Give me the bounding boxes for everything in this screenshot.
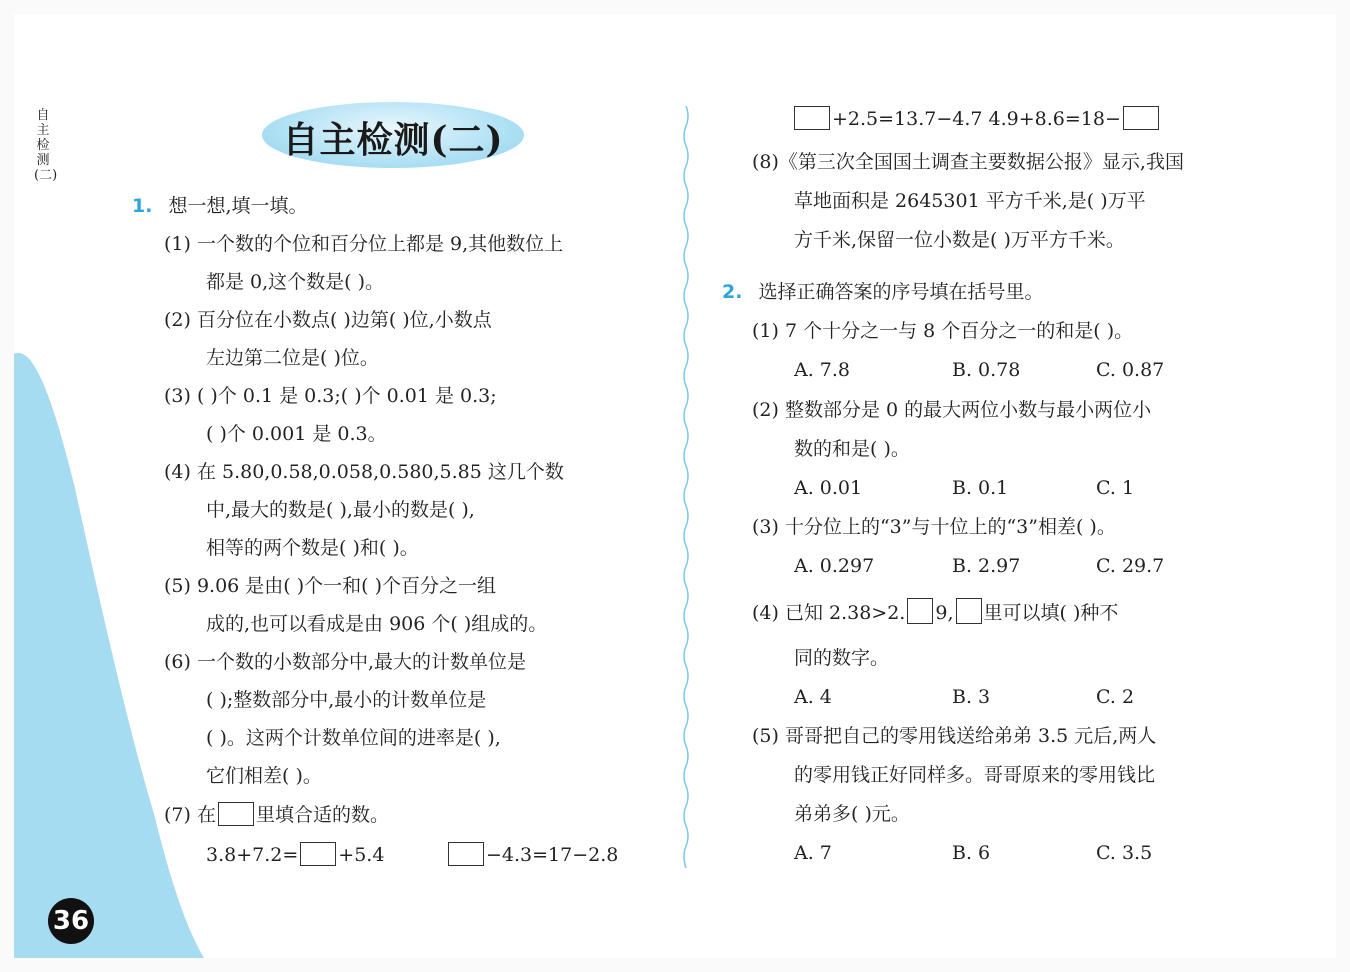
q2-4-option-b: B. 3 [952,686,991,708]
q2-2-option-a: A. 0.01 [794,477,863,499]
q2-1-option-c: C. 0.87 [1096,359,1165,381]
q2-4-line2: 同的数字。 [794,647,890,669]
q1-6-line1: (6) 一个数的小数部分中,最大的计数单位是 [164,651,526,673]
section1-heading [132,194,308,218]
q1-3-line2: ( )个 0.001 是 0.3。 [206,423,387,445]
q1-6-line4: 它们相差( )。 [206,765,322,787]
section2-heading [722,280,1044,304]
answer-box[interactable] [956,598,982,624]
q2-3-option-b: B. 2.97 [952,555,1021,577]
q2-4-option-a: A. 4 [794,686,832,708]
column-divider [682,106,690,868]
q1-8-line2: 草地面积是 2645301 平方千米,是( )万平 [794,190,1146,212]
section2-number: 2. [722,281,743,303]
eq3-text: +2.5=13.7−4.7 4.9+8.6=18− [832,108,1121,130]
q2-5-option-c: C. 3.5 [1096,842,1153,864]
q1-7-suffix: 里填合适的数。 [255,804,389,826]
q1-1-line1: (1) 一个数的个位和百分位上都是 9,其他数位上 [164,233,564,255]
q2-2-line1: (2) 整数部分是 0 的最大两位小数与最小两位小 [752,399,1152,421]
q1-7-equation2 [446,842,618,867]
q1-7-prefix: (7) 在 [164,804,216,826]
q1-5-line2: 成的,也可以看成是由 906 个( )组成的。 [206,613,548,635]
section1-number: 1. [132,195,153,217]
q1-7-equation3 [792,106,1161,131]
q1-6-line2: ( );整数部分中,最小的计数单位是 [206,689,487,711]
q2-2-line2: 数的和是( )。 [794,438,910,460]
q2-4-option-c: C. 2 [1096,686,1135,708]
q1-4-line3: 相等的两个数是( )和( )。 [206,537,419,559]
section1-title: 想一想,填一填。 [168,195,308,217]
q2-5-line1: (5) 哥哥把自己的零用钱送给弟弟 3.5 元后,两人 [752,725,1157,747]
q1-6-line3: ( )。这两个计数单位间的进率是( ), [206,727,501,749]
q1-4-line2: 中,最大的数是( ),最小的数是( ), [206,499,475,521]
answer-box[interactable] [300,842,336,866]
textbook-page [14,14,1336,958]
q2-1: (1) 7 个十分之一与 8 个百分之一的和是( )。 [752,320,1134,342]
answer-box[interactable] [907,598,933,624]
q2-4-part-c: 里可以填( )种不 [983,602,1119,624]
section2-title: 选择正确答案的序号填在括号里。 [758,281,1044,303]
q1-8-line3: 方千米,保留一位小数是( )万平方千米。 [794,229,1125,251]
q2-3-option-c: C. 29.7 [1096,555,1165,577]
q2-2-option-b: B. 0.1 [952,477,1009,499]
q1-5-line1: (5) 9.06 是由( )个一和( )个百分之一组 [164,575,497,597]
q2-5-line3: 弟弟多( )元。 [794,803,910,825]
q1-2-line1: (2) 百分位在小数点( )边第( )位,小数点 [164,309,492,331]
q2-5-option-a: A. 7 [794,842,832,864]
q2-5-line2: 的零用钱正好同样多。哥哥原来的零用钱比 [794,764,1156,786]
q2-4-line1 [752,598,1118,625]
eq1-right: +5.4 [338,844,385,866]
q2-2-option-c: C. 1 [1096,477,1135,499]
eq1-left: 3.8+7.2= [206,844,299,866]
q1-7-equation1 [206,842,384,867]
eq2-right: −4.3=17−2.8 [486,844,619,866]
q2-3: (3) 十分位上的“3”与十位上的“3”相差( )。 [752,516,1116,538]
q1-1-line2: 都是 0,这个数是( )。 [206,271,385,293]
q1-2-line2: 左边第二位是( )位。 [206,347,379,369]
answer-box[interactable] [448,842,484,866]
page-title: 自主检测(二) [282,119,504,161]
side-title: 自主检测(二) [34,108,58,183]
q2-4-part-b: 9, [935,602,954,624]
q2-3-option-a: A. 0.297 [794,555,875,577]
q2-1-option-a: A. 7.8 [794,359,851,381]
q1-8-line1: (8)《第三次全国国土调查主要数据公报》显示,我国 [752,151,1184,173]
q1-7-instruction [164,802,389,827]
q2-4-part-a: (4) 已知 2.38>2. [752,602,906,624]
answer-box[interactable] [218,802,254,826]
q2-5-option-b: B. 6 [952,842,991,864]
answer-box[interactable] [794,106,830,130]
q1-3-line1: (3) ( )个 0.1 是 0.3;( )个 0.01 是 0.3; [164,385,497,407]
page-number: 36 [48,898,94,944]
answer-box[interactable] [1123,106,1159,130]
q2-1-option-b: B. 0.78 [952,359,1021,381]
q1-4-line1: (4) 在 5.80,0.58,0.058,0.580,5.85 这几个数 [164,461,564,483]
